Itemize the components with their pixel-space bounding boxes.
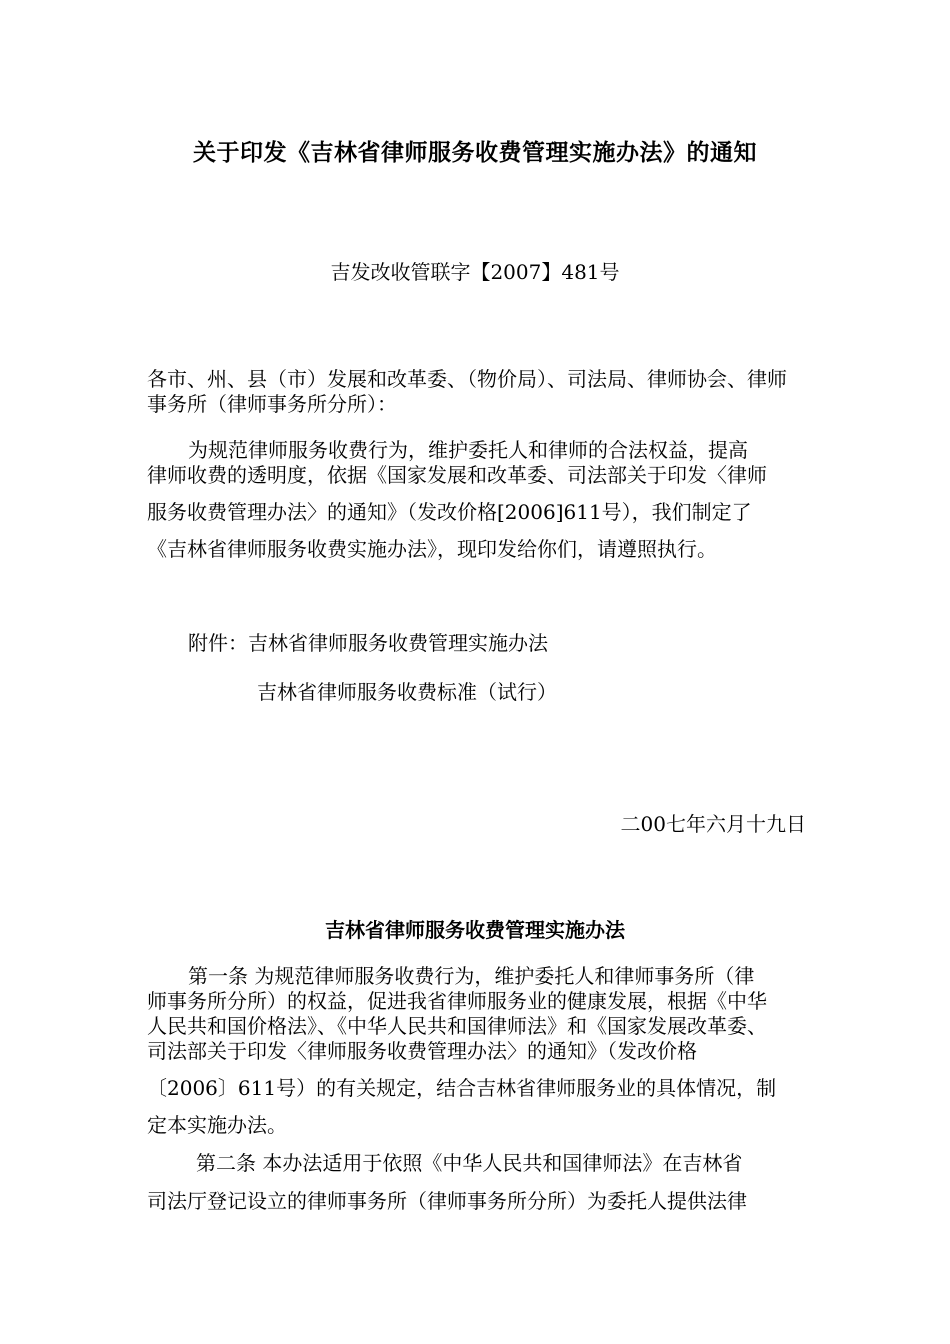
attachment-line: 吉林省律师服务收费标准（试行）	[257, 680, 557, 704]
attachment-line: 附件：吉林省律师服务收费管理实施办法	[188, 631, 548, 655]
article-line: 第二条 本办法适用于依照《中华人民共和国律师法》在吉林省	[196, 1151, 743, 1175]
body-line: 《吉林省律师服务收费实施办法》，现印发给你们，请遵照执行。	[147, 537, 717, 561]
document-number: 吉发改收管联字【2007】481号	[330, 260, 620, 284]
issue-date: 二00七年六月十九日	[620, 812, 806, 836]
body-line: 服务收费管理办法〉的通知》（发改价格[2006]611号），我们制定了	[147, 500, 752, 524]
body-line: 律师收费的透明度，依据《国家发展和改革委、司法部关于印发〈律师	[147, 463, 767, 487]
addressee-line: 各市、州、县（市）发展和改革委、（物价局）、司法局、律师协会、律师	[147, 367, 787, 391]
addressee-line: 事务所（律师事务所分所）：	[147, 392, 397, 416]
measures-title: 吉林省律师服务收费管理实施办法	[325, 918, 625, 942]
article-line: 司法部关于印发〈律师服务收费管理办法〉的通知》（发改价格	[147, 1039, 697, 1063]
article-line: 定本实施办法。	[147, 1113, 287, 1137]
body-line: 为规范律师服务收费行为，维护委托人和律师的合法权益，提高	[188, 438, 748, 462]
article-line: 〔2006〕611号）的有关规定，结合吉林省律师服务业的具体情况，制	[147, 1076, 777, 1100]
article-line: 司法厅登记设立的律师事务所（律师事务所分所）为委托人提供法律	[147, 1189, 747, 1213]
article-line: 第一条 为规范律师服务收费行为，维护委托人和律师事务所（律	[188, 964, 755, 988]
article-line: 师事务所分所）的权益，促进我省律师服务业的健康发展，根据《中华	[147, 989, 767, 1013]
article-line: 人民共和国价格法》、《中华人民共和国律师法》和《国家发展改革委、	[147, 1014, 767, 1038]
notice-title: 关于印发《吉林省律师服务收费管理实施办法》的通知	[193, 140, 757, 166]
